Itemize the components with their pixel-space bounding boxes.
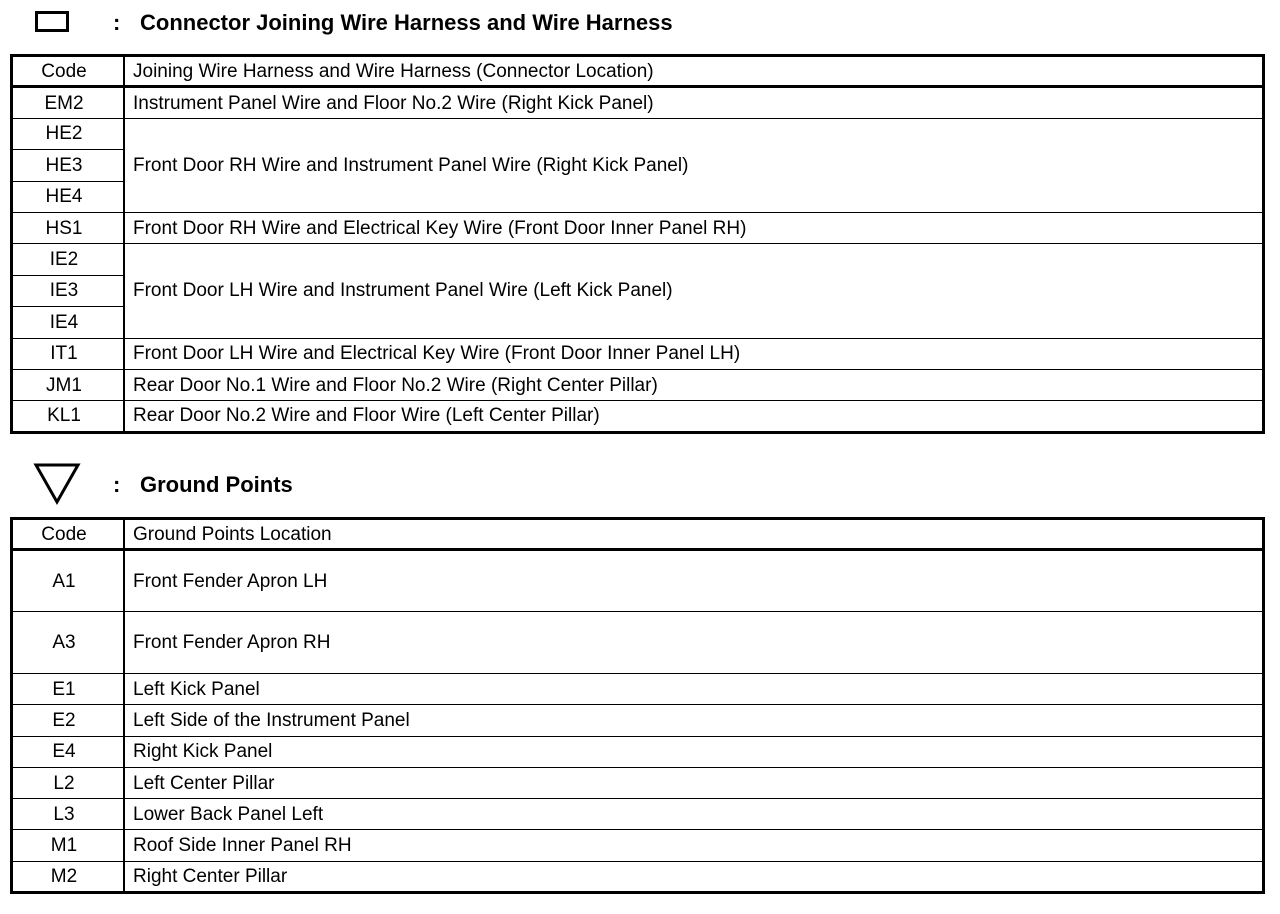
table-row xyxy=(12,118,1264,149)
table-row xyxy=(12,550,1264,612)
table-row xyxy=(12,612,1264,674)
table-row xyxy=(12,244,1264,275)
ground-code: M2 xyxy=(12,861,125,892)
code-header: Code xyxy=(12,519,125,550)
table-row xyxy=(12,338,1264,369)
table-row xyxy=(12,799,1264,830)
ground-location: Front Fender Apron LH xyxy=(124,550,1264,612)
connector-code: JM1 xyxy=(12,369,125,400)
table-row xyxy=(12,401,1264,432)
table-row xyxy=(12,674,1264,705)
connector-location: Front Door LH Wire and Electrical Key Wire (Front Door Inner Panel LH) xyxy=(124,338,1264,369)
ground-location: Left Side of the Instrument Panel xyxy=(124,705,1264,736)
connector-location: Front Door RH Wire and Electrical Key Wire (Front Door Inner Panel RH) xyxy=(124,212,1264,243)
ground-code: E4 xyxy=(12,736,125,767)
table-header-row xyxy=(12,56,1264,87)
connector-code: KL1 xyxy=(12,401,125,432)
table-row xyxy=(12,861,1264,892)
table-row xyxy=(12,369,1264,400)
ground-code: L2 xyxy=(12,767,125,798)
ground-code: E2 xyxy=(12,705,125,736)
connector-code: IE4 xyxy=(12,307,125,338)
connector-section-heading xyxy=(0,0,1280,40)
location-header: Ground Points Location xyxy=(124,519,1264,550)
ground-section-heading xyxy=(0,462,1280,502)
connector-location: Rear Door No.1 Wire and Floor No.2 Wire (Right Center Pillar) xyxy=(124,369,1264,400)
square-outline-icon xyxy=(35,11,69,32)
connector-code: HE4 xyxy=(12,181,125,212)
location-header: Joining Wire Harness and Wire Harness (Connector Location) xyxy=(124,56,1264,87)
ground-section-title: Ground Points xyxy=(140,472,293,497)
ground-location: Left Center Pillar xyxy=(124,767,1264,798)
ground-location: Right Kick Panel xyxy=(124,736,1264,767)
table-row xyxy=(12,705,1264,736)
table-row xyxy=(12,767,1264,798)
ground-location: Lower Back Panel Left xyxy=(124,799,1264,830)
heading-colon: : xyxy=(113,472,121,497)
ground-points-table xyxy=(10,517,1265,894)
ground-code: A1 xyxy=(12,550,125,612)
connector-code: IT1 xyxy=(12,338,125,369)
connector-code: HE3 xyxy=(12,150,125,181)
ground-location: Front Fender Apron RH xyxy=(124,612,1264,674)
ground-code: E1 xyxy=(12,674,125,705)
connector-code: EM2 xyxy=(12,87,125,118)
connector-location: Rear Door No.2 Wire and Floor Wire (Left Center Pillar) xyxy=(124,401,1264,432)
ground-code: L3 xyxy=(12,799,125,830)
connector-code: IE2 xyxy=(12,244,125,275)
connector-location: Instrument Panel Wire and Floor No.2 Wire (Right Kick Panel) xyxy=(124,87,1264,118)
ground-location: Roof Side Inner Panel RH xyxy=(124,830,1264,861)
connector-table xyxy=(10,54,1265,434)
ground-location: Left Kick Panel xyxy=(124,674,1264,705)
table-row xyxy=(12,830,1264,861)
table-row xyxy=(12,736,1264,767)
connector-code: IE3 xyxy=(12,275,125,306)
code-header: Code xyxy=(12,56,125,87)
table-header-row xyxy=(12,519,1264,550)
connector-code: HS1 xyxy=(12,212,125,243)
connector-section-title: Connector Joining Wire Harness and Wire Harness xyxy=(140,10,673,35)
ground-code: A3 xyxy=(12,612,125,674)
heading-colon: : xyxy=(113,10,121,35)
connector-code: HE2 xyxy=(12,118,125,149)
connector-location: Front Door RH Wire and Instrument Panel Wire (Right Kick Panel) xyxy=(124,118,1264,212)
connector-location: Front Door LH Wire and Instrument Panel Wire (Left Kick Panel) xyxy=(124,244,1264,338)
ground-code: M1 xyxy=(12,830,125,861)
table-row xyxy=(12,212,1264,243)
ground-location: Right Center Pillar xyxy=(124,861,1264,892)
ground-triangle-icon xyxy=(33,462,81,506)
table-row xyxy=(12,87,1264,118)
